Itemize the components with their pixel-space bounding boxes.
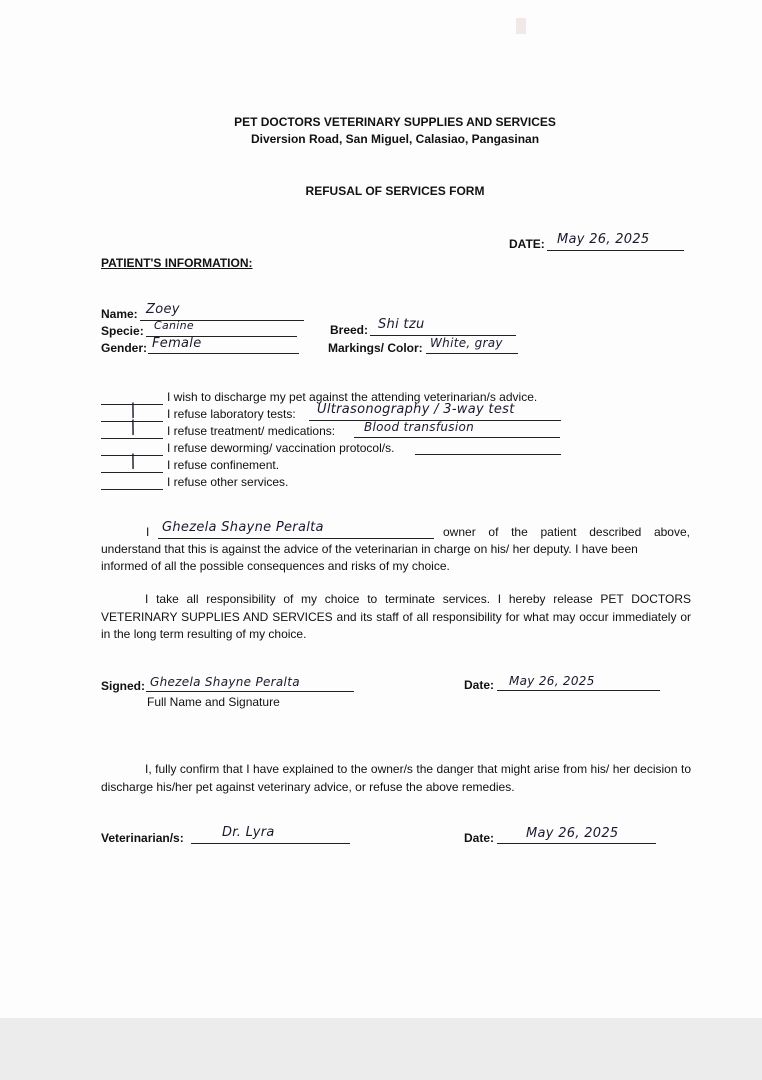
form-title: REFUSAL OF SERVICES FORM — [305, 184, 485, 198]
markings-value[interactable]: White, gray — [430, 336, 503, 350]
option-blank-line[interactable] — [101, 472, 163, 473]
date-value[interactable]: May 26, 2025 — [557, 232, 650, 247]
signed-label: Signed: — [101, 679, 145, 693]
option-text: I refuse other services. — [167, 475, 289, 489]
statement-prefix: I — [146, 525, 150, 539]
signed-date-label: Date: — [464, 678, 495, 692]
paper-smudge — [516, 18, 526, 34]
option-blank-line[interactable] — [101, 489, 163, 490]
date-line — [547, 250, 684, 251]
confirmation-paragraph — [101, 761, 691, 796]
markings-label: Markings/ Color: — [328, 341, 423, 355]
option-text: I wish to discharge my pet against the attending veterinarian/s advice. — [167, 390, 538, 404]
name-label: Name: — [101, 307, 138, 321]
statement-line3: informed of all the possible consequences and risks of my choice. — [101, 559, 450, 573]
check-mark-icon[interactable]: / — [126, 450, 140, 473]
option-detail[interactable]: Ultrasonography / 3-way test — [317, 402, 515, 417]
veterinarian-date-label: Date: — [464, 831, 495, 845]
option-text: I refuse confinement. — [167, 458, 280, 472]
option-detail-line — [415, 454, 561, 455]
signature-value[interactable]: Ghezela Shayne Peralta — [150, 675, 300, 689]
statement-line1: owner of the patient described above, — [443, 525, 690, 539]
specie-value[interactable]: Canine — [154, 319, 194, 332]
option-text: I refuse deworming/ vaccination protocol/s. — [167, 441, 395, 455]
specie-label: Specie: — [101, 324, 144, 338]
patient-section-title: PATIENT'S INFORMATION: — [101, 256, 253, 270]
confirmation-text: I, fully confirm that I have explained to the owner/s the danger that might arise from his/ her decision to discharge his/her pet against veterinary advice, or refuse the above remedies. — [101, 762, 691, 794]
breed-value[interactable]: Shi tzu — [378, 317, 425, 332]
signed-date-value[interactable]: May 26, 2025 — [509, 674, 595, 688]
veterinarian-date-line — [497, 843, 656, 844]
option-text: I refuse treatment/ medications: — [167, 424, 336, 438]
signature-caption: Full Name and Signature — [147, 695, 280, 709]
release-text: I take all responsibility of my choice to terminate services. I hereby release PET DOCTORS VETERINARY SUPPLIES AND SERVICES and its staff of all responsibility for what may occur immediately or in the long term resulting of my choice. — [101, 592, 691, 641]
signature-line — [146, 691, 354, 692]
name-value[interactable]: Zoey — [146, 302, 180, 317]
option-detail-line — [354, 437, 560, 438]
date-label: DATE: — [509, 237, 545, 251]
check-mark-icon[interactable]: / — [126, 416, 140, 439]
release-paragraph — [101, 591, 691, 644]
breed-label: Breed: — [330, 323, 369, 337]
option-blank-line[interactable] — [101, 438, 163, 439]
veterinarian-line — [191, 843, 350, 844]
owner-name-line — [158, 538, 434, 539]
check-mark-icon[interactable]: / — [126, 399, 140, 422]
veterinarian-date-value[interactable]: May 26, 2025 — [526, 826, 619, 841]
signed-date-line — [497, 690, 660, 691]
statement-line2: understand that this is against the advice of the veterinarian in charge on his/ her deputy. I have been — [101, 542, 638, 556]
gender-value[interactable]: Female — [152, 336, 202, 351]
option-detail[interactable]: Blood transfusion — [364, 420, 474, 434]
gender-label: Gender: — [101, 341, 148, 355]
gender-line — [148, 353, 299, 354]
company-name: PET DOCTORS VETERINARY SUPPLIES AND SERVICES — [234, 115, 556, 129]
veterinarian-value[interactable]: Dr. Lyra — [222, 825, 275, 840]
markings-line — [426, 353, 518, 354]
scan-bottom-edge — [0, 1018, 762, 1080]
option-text: I refuse laboratory tests: — [167, 407, 296, 421]
owner-name[interactable]: Ghezela Shayne Peralta — [162, 520, 324, 535]
company-address: Diversion Road, San Miguel, Calasiao, Pangasinan — [250, 132, 540, 146]
veterinarian-label: Veterinarian/s: — [101, 831, 184, 845]
